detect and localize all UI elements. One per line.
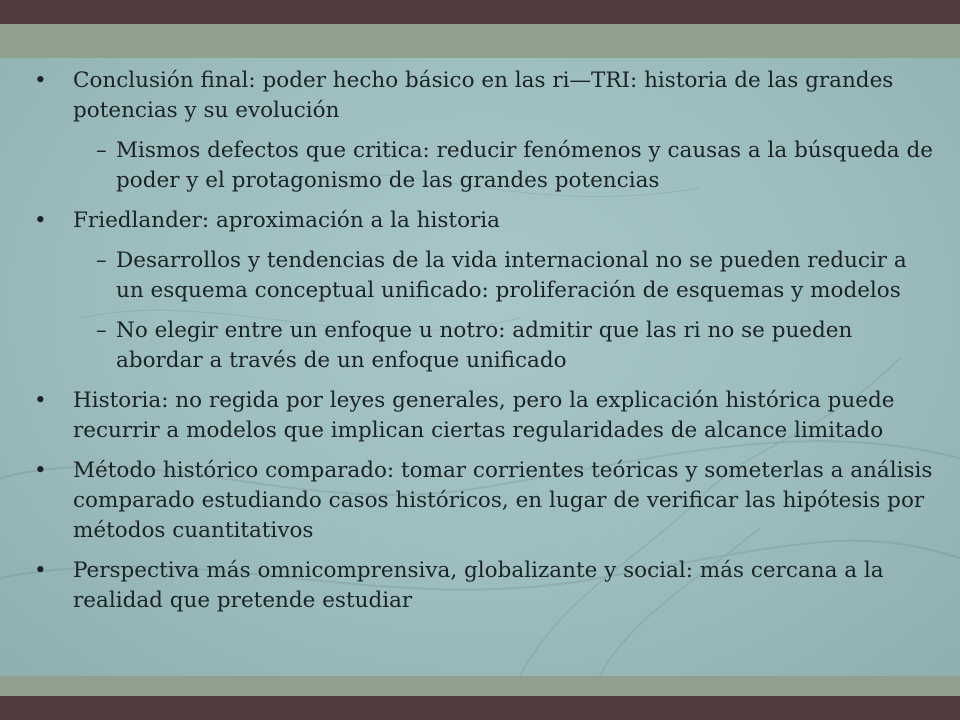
bullet-marker: • — [34, 208, 47, 233]
bullet-marker: • — [34, 558, 47, 583]
bullet-text: Mismos defectos que critica: reducir fenómenos y causas a la búsqueda de poder y el protagonismo de las grandes potencias — [116, 138, 933, 193]
bullet-text: Perspectiva más omnicomprensiva, globalizante y social: más cercana a la realidad que pretende estudiar — [73, 558, 884, 613]
bullet-text: Friedlander: aproximación a la historia — [73, 208, 500, 233]
bullet-marker: • — [34, 68, 47, 93]
bottom-frame-bar — [0, 696, 960, 720]
bullet-marker: • — [34, 458, 47, 483]
bullet-item — [30, 206, 935, 236]
top-accent-band — [0, 24, 960, 58]
bullet-item — [30, 66, 935, 126]
bullet-text: Desarrollos y tendencias de la vida internacional no se pueden reducir a un esquema conceptual unificado: proliferación de esquemas y modelos — [116, 248, 907, 303]
sub-bullet-item — [30, 316, 935, 376]
dash-marker: – — [96, 318, 107, 343]
bullet-marker: • — [34, 388, 47, 413]
bullet-text: Historia: no regida por leyes generales, pero la explicación histórica puede recurrir a modelos que implican ciertas regularidades de alcance limitado — [73, 388, 895, 443]
bullet-item — [30, 386, 935, 446]
bullet-item — [30, 456, 935, 546]
dash-marker: – — [96, 138, 107, 163]
bullet-text: Conclusión final: poder hecho básico en las ri—TRI: historia de las grandes potencias y su evolución — [73, 68, 894, 123]
sub-bullet-item — [30, 246, 935, 306]
slide-content — [30, 66, 935, 626]
bullet-list — [30, 66, 935, 616]
bullet-text: No elegir entre un enfoque u notro: admitir que las ri no se pueden abordar a través de un enfoque unificado — [116, 318, 853, 373]
dash-marker: – — [96, 248, 107, 273]
sub-bullet-item — [30, 136, 935, 196]
top-frame-bar — [0, 0, 960, 24]
bullet-text: Método histórico comparado: tomar corrientes teóricas y someterlas a análisis comparado estudiando casos históricos, en lugar de verificar las hipótesis por métodos cuantitativos — [73, 458, 933, 543]
bottom-accent-band — [0, 676, 960, 696]
bullet-item — [30, 556, 935, 616]
